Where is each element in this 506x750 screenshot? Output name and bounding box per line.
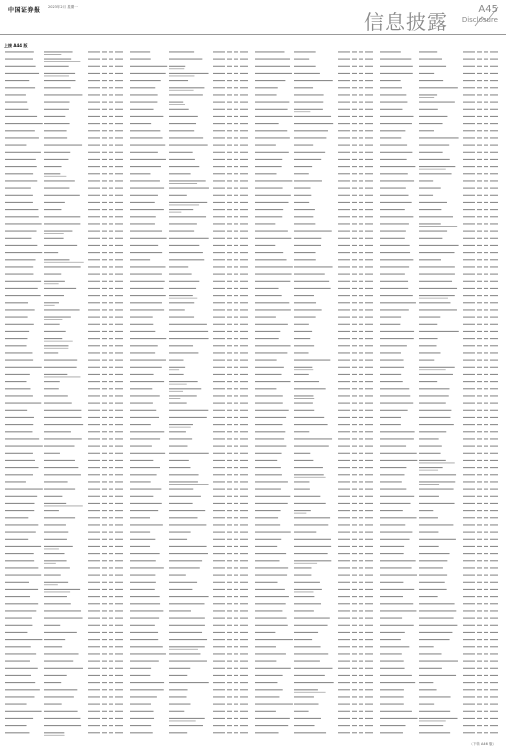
listing-row: [5, 73, 123, 76]
listing-row: [130, 210, 248, 213]
listing-row: [130, 482, 248, 485]
listing-row: [130, 73, 248, 76]
listing-row: [5, 374, 123, 377]
listing-row: [130, 88, 248, 91]
continued-on-label: （下转 A46 版）: [469, 742, 496, 746]
listing-row: [255, 511, 373, 514]
listing-row: [130, 367, 248, 370]
listing-row: [130, 389, 248, 392]
listing-row: [130, 425, 248, 428]
listing-row: [255, 109, 373, 112]
listing-row: [5, 589, 123, 592]
listing-row: [255, 396, 373, 399]
listing-row: [380, 482, 498, 485]
listing-row: [5, 346, 123, 349]
listing-row: [5, 52, 123, 55]
listing-row: [255, 589, 373, 592]
listing-row: [130, 718, 248, 721]
listing-row: [5, 339, 123, 342]
listing-row: [5, 546, 123, 549]
listing-row: [255, 367, 373, 370]
listing-row: [380, 367, 498, 370]
listing-row: [130, 66, 248, 69]
listing-table-3: [254, 48, 376, 736]
issue-date: 2023年2月 星期一: [48, 5, 78, 9]
listing-row: [5, 317, 123, 320]
listing-row: [5, 260, 123, 263]
listing-row: [5, 174, 123, 177]
text-column-1: [4, 43, 126, 737]
listing-row: [5, 582, 123, 585]
newspaper-name: 中国证券报: [8, 7, 41, 14]
listing-row: [5, 561, 123, 564]
listing-row: [255, 475, 373, 478]
listing-row: [380, 167, 498, 170]
listing-row: [130, 382, 248, 385]
continued-from-label: 上接 A44 版: [4, 43, 28, 48]
listing-row: [130, 647, 248, 650]
listing-row: [5, 59, 123, 62]
listing-table-4: [379, 48, 501, 736]
listing-row: [380, 718, 498, 721]
listing-row: [130, 396, 248, 399]
listing-row: [380, 460, 498, 463]
listing-row: [130, 296, 248, 299]
section-banner: 信息披露: [364, 10, 448, 34]
listing-row: [5, 281, 123, 284]
section-label-en: Disclosure: [461, 16, 498, 24]
page-number: A45: [478, 4, 498, 15]
listing-row: [130, 102, 248, 105]
listing-row: [130, 181, 248, 184]
listing-row: [255, 690, 373, 693]
masthead: [0, 0, 506, 35]
listing-row: [380, 468, 498, 471]
listing-row: [5, 303, 123, 306]
listing-row: [255, 561, 373, 564]
listing-table-1: [4, 48, 126, 736]
listing-row: [130, 202, 248, 205]
text-column-4: [379, 43, 501, 737]
listing-row: [380, 95, 498, 98]
text-column-3: [254, 43, 376, 737]
listing-row: [5, 503, 123, 506]
text-column-2: [129, 43, 251, 737]
listing-row: [380, 296, 498, 299]
listing-table-2: [129, 48, 251, 736]
listing-row: [5, 231, 123, 234]
listing-row: [380, 224, 498, 227]
listing-row: [5, 733, 123, 736]
